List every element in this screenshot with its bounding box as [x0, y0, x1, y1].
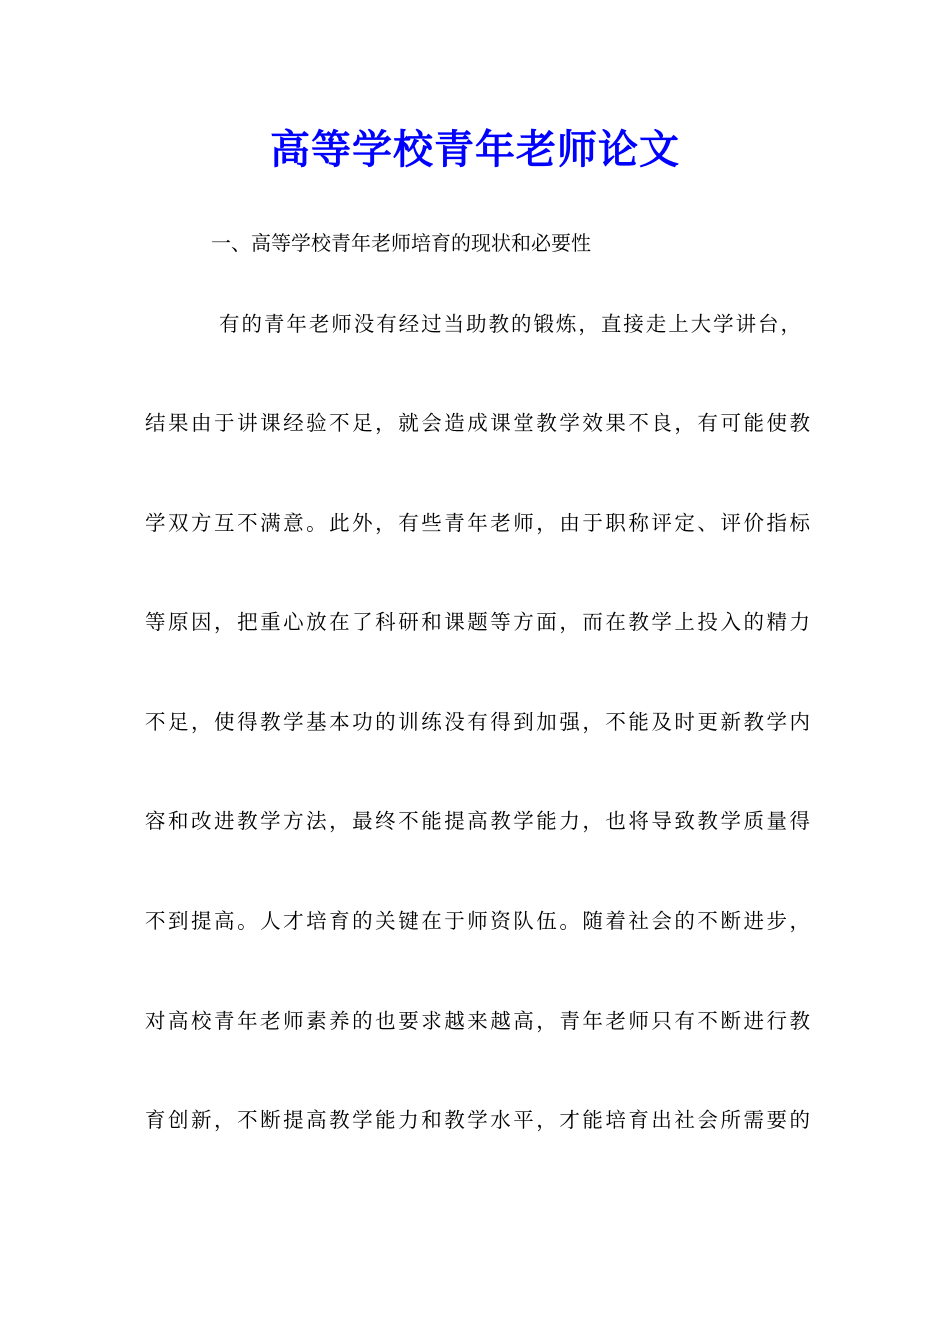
section-heading: 一、高等学校青年老师培育的现状和必要性 [211, 231, 591, 255]
body-line: 有的青年老师没有经过当助教的锻炼，直接走上大学讲台， [219, 312, 801, 336]
body-line: 学双方互不满意。此外，有些青年老师，由于职称评定、评价指标 [145, 511, 810, 535]
body-line: 不足，使得教学基本功的训练没有得到加强，不能及时更新教学内 [145, 710, 810, 734]
body-line: 结果由于讲课经验不足，就会造成课堂教学效果不良，有可能使教 [145, 411, 810, 435]
body-line: 等原因，把重心放在了科研和课题等方面，而在教学上投入的精力 [145, 610, 810, 634]
document-title: 高等学校青年老师论文 [270, 126, 680, 173]
body-line: 育创新，不断提高教学能力和教学水平，才能培育出社会所需要的 [145, 1108, 810, 1132]
body-line: 容和改进教学方法，最终不能提高教学能力，也将导致教学质量得 [145, 809, 810, 833]
body-line: 对高校青年老师素养的也要求越来越高，青年老师只有不断进行教 [145, 1009, 810, 1033]
body-line: 不到提高。人才培育的关键在于师资队伍。随着社会的不断进步， [145, 909, 810, 933]
